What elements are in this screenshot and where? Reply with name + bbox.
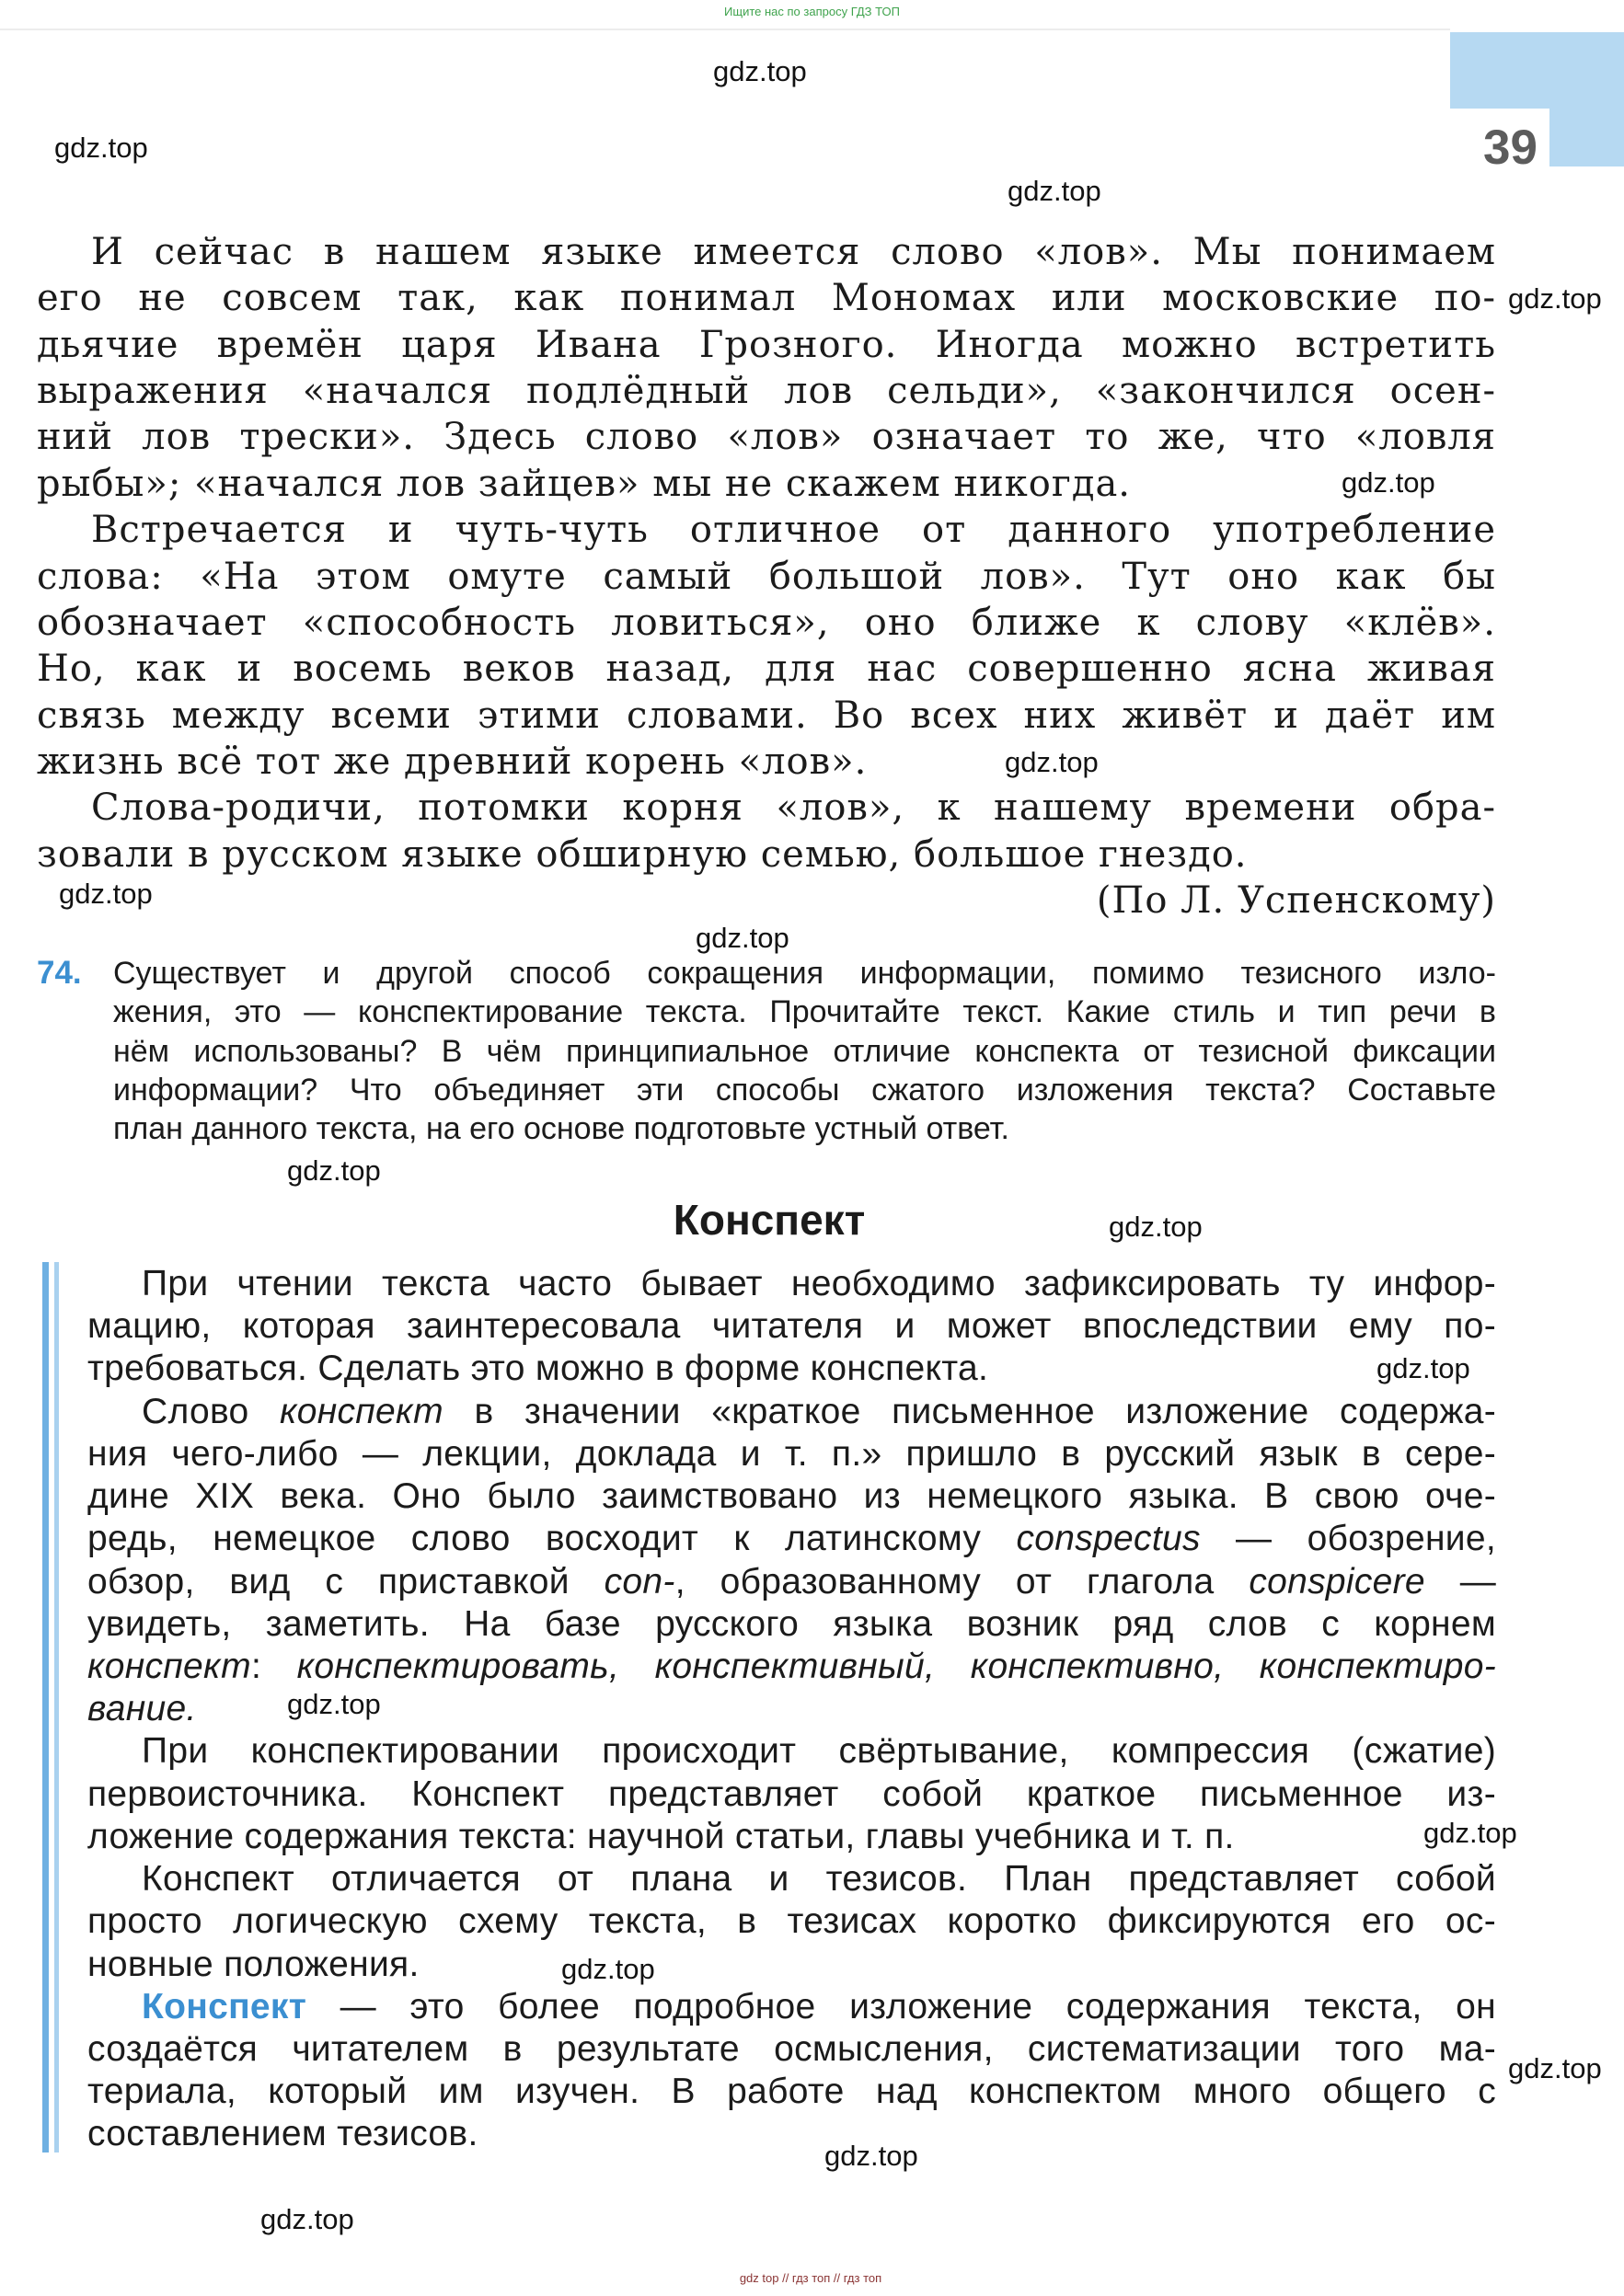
story-attribution: (По Л. Успенскому)	[1096, 879, 1496, 923]
watermark: gdz.top	[1376, 1352, 1470, 1384]
story-line: обозначает «способность ловиться», оно ближе к слову «клёв».	[37, 601, 1496, 644]
text-run: редь, немецкое слово восходит к латинскому	[87, 1519, 1017, 1559]
text-run: просто логическую схему текста, в тезисах коротко фиксируются его ос-	[87, 1901, 1496, 1942]
watermark: gdz.top	[287, 1154, 381, 1187]
section-title: Конспект	[673, 1196, 866, 1244]
konspekt-line	[87, 1433, 1496, 1475]
text-run: первоисточника. Конспект представляет собой краткое письменное из-	[87, 1774, 1496, 1814]
watermark: gdz.top	[824, 2140, 918, 2172]
konspekt-line	[87, 1603, 1496, 1646]
konspekt-line	[87, 2113, 1496, 2155]
konspekt-line	[87, 2028, 1496, 2071]
watermark: gdz.top	[561, 1953, 655, 1985]
page-number: 39	[1483, 121, 1538, 175]
watermark: gdz.top	[696, 922, 789, 954]
text-run: мацию, которая заинтересовала читателя и может впоследствии ему по-	[87, 1306, 1496, 1347]
italic-term: конспектировать, конспективный, конспективно, конспектиро-	[296, 1646, 1496, 1686]
text-run: составлением тезисов.	[87, 2114, 478, 2154]
text-run: новные положения.	[87, 1944, 420, 1984]
italic-term: конспект	[280, 1391, 443, 1431]
exercise-number: 74.	[37, 955, 82, 991]
konspekt-line	[87, 1561, 1496, 1603]
watermark: gdz.top	[1508, 2052, 1602, 2084]
watermark: gdz.top	[59, 878, 153, 910]
footer-notice: gdz top // гдз топ // гдз топ	[739, 2271, 882, 2285]
page-tab-strip	[1549, 109, 1624, 166]
story-line: ний лов трески». Здесь слово «лов» означает то же, что «ловля	[37, 416, 1496, 459]
watermark: gdz.top	[1342, 466, 1435, 499]
konspekt-line	[87, 1391, 1496, 1433]
watermark: gdz.top	[1423, 1817, 1517, 1849]
text-run: териала, который им изучен. В работе над конспектом много общего с	[87, 2072, 1496, 2112]
text-run: :	[250, 1646, 297, 1686]
konspekt-line	[87, 1348, 1496, 1390]
exercise-74	[37, 954, 1496, 1149]
watermark: gdz.top	[54, 132, 148, 164]
watermark: gdz.top	[287, 1688, 381, 1720]
text-run: увидеть, заметить. На базе русского языка возник ряд слов с корнем	[87, 1603, 1496, 1644]
konspekt-line	[87, 1858, 1496, 1900]
text-run: в значении «краткое письменное изложение содержа-	[443, 1391, 1497, 1431]
exercise-line: нём использованы? В чём принципиальное отличие конспекта от тезисной фиксации	[113, 1033, 1496, 1069]
konspekt-line	[87, 1475, 1496, 1518]
text-run: — обозрение,	[1200, 1519, 1496, 1559]
italic-term: вание.	[87, 1689, 197, 1729]
text-run: —	[1424, 1561, 1497, 1601]
top-notice: Ищите нас по запросу ГДЗ ТОП	[724, 5, 900, 18]
page-tab	[1450, 32, 1624, 109]
konspekt-line	[87, 1263, 1496, 1305]
page-edge	[0, 29, 1450, 30]
story-line: связь между всеми этими словами. Во всех них живёт и даёт им	[37, 694, 1496, 737]
story-line: дьячие времён царя Ивана Грозного. Иногда можно встретить	[37, 323, 1496, 366]
story-line: жизнь всё тот же древний корень «лов».	[37, 740, 868, 783]
story-line: И сейчас в нашем языке имеется слово «лов». Мы понимаем	[91, 231, 1496, 273]
watermark: gdz.top	[1008, 175, 1101, 207]
margin-bar-inner	[54, 1262, 59, 2152]
exercise-line: план данного текста, на его основе подготовьте устный ответ.	[113, 1111, 1009, 1147]
story-line: Слова-родичи, потомки корня «лов», к нашему времени обра-	[91, 786, 1496, 830]
konspekt-line	[87, 1646, 1496, 1688]
text-run: , образованному от глагола	[674, 1561, 1250, 1601]
text-run: Конспект отличается от плана и тезисов. План представляет собой	[142, 1859, 1496, 1900]
konspekt-line	[87, 1730, 1496, 1773]
italic-term: conspectus	[1016, 1519, 1201, 1559]
konspekt-line	[87, 1986, 1496, 2028]
italic-term: conspicere	[1249, 1561, 1425, 1601]
watermark: gdz.top	[1109, 1211, 1203, 1243]
bold-term: Конспект	[142, 1986, 307, 2026]
konspekt-line	[87, 1900, 1496, 1943]
watermark: gdz.top	[1005, 746, 1099, 778]
story-line: Но, как и восемь веков назад, для нас совершенно ясна живая	[37, 648, 1496, 691]
margin-bar	[42, 1262, 49, 2152]
italic-term: con-	[604, 1561, 675, 1601]
text-run: — это более подробное изложение содержания текста, он	[306, 1986, 1496, 2026]
exercise-text	[113, 954, 1496, 1148]
story-line: слова: «На этом омуте самый большой лов». Тут оно как бы	[37, 555, 1496, 598]
watermark: gdz.top	[1508, 282, 1602, 315]
text-run: ния чего-либо — лекции, доклада и т. п.» пришло в русский язык в сере-	[87, 1433, 1496, 1474]
text-run: При конспектировании происходит свёртывание, компрессия (сжатие)	[142, 1731, 1496, 1772]
exercise-line: Существует и другой способ сокращения информации, помимо тезисного изло-	[113, 956, 1496, 991]
exercise-line: жения, это — конспектирование текста. Прочитайте текст. Какие стиль и тип речи в	[113, 994, 1496, 1030]
konspekt-line	[87, 1305, 1496, 1348]
italic-term: конспект	[87, 1646, 251, 1686]
konspekt-line	[87, 1816, 1496, 1858]
exercise-line: информации? Что объединяет эти способы сжатого изложения текста? Составьте	[113, 1072, 1496, 1108]
text-run: При чтении текста часто бывает необходимо зафиксировать ту инфор-	[142, 1264, 1496, 1303]
konspekt-line	[87, 1944, 1496, 1986]
konspekt-line	[87, 2071, 1496, 2113]
text-run: ложение содержания текста: научной статьи, главы учебника и т. п.	[87, 1816, 1235, 1856]
text-run: Слово	[142, 1391, 281, 1431]
story-line: его не совсем так, как понимал Мономах или московские по-	[37, 277, 1496, 320]
text-run: обзор, вид с приставкой	[87, 1561, 605, 1601]
text-run: создаётся читателем в результате осмысления, систематизации того ма-	[87, 2028, 1496, 2069]
konspekt-line	[87, 1774, 1496, 1816]
story-excerpt	[37, 229, 1496, 924]
watermark: gdz.top	[713, 55, 807, 87]
story-line: зовали в русском языке обширную семью, большое гнездо.	[37, 832, 1248, 876]
watermark: gdz.top	[260, 2203, 354, 2235]
story-line: Встречается и чуть-чуть отличное от данного употребление	[91, 509, 1496, 552]
konspekt-line	[87, 1518, 1496, 1560]
text-run: требоваться. Сделать это можно в форме конспекта.	[87, 1349, 989, 1389]
story-line: выражения «начался подлёдный лов сельди», «закончился осен-	[37, 370, 1496, 413]
story-line: рыбы»; «начался лов зайцев» мы не скажем никогда.	[37, 462, 1132, 505]
text-run: дине XIX века. Оно было заимствовано из немецкого языка. В свою оче-	[87, 1476, 1496, 1517]
